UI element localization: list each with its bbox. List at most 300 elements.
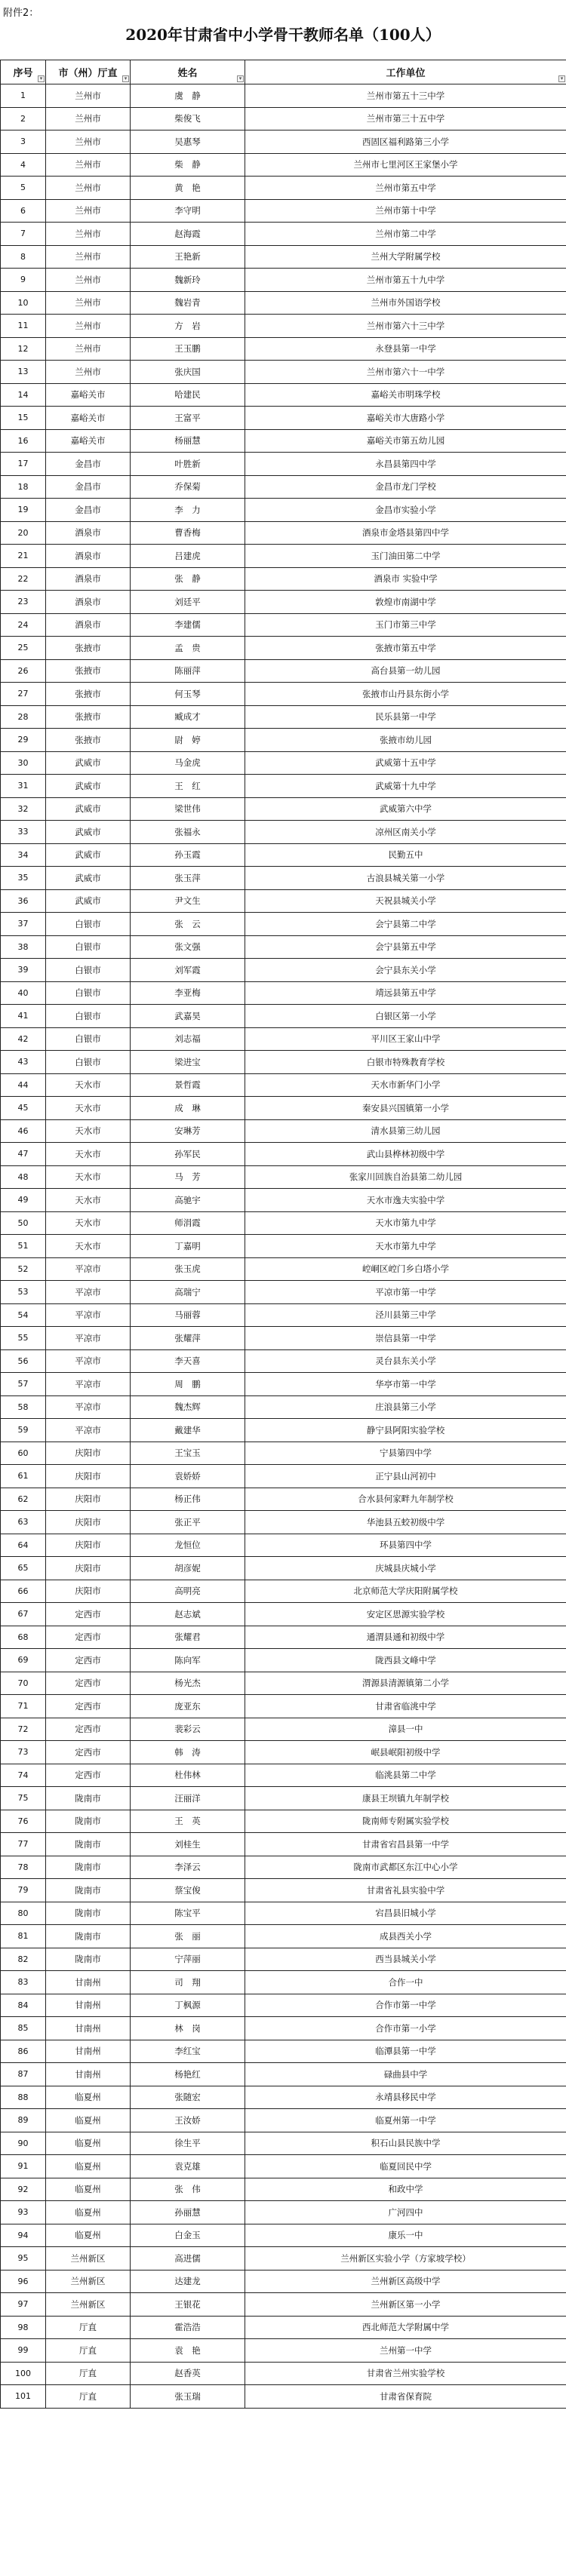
- cell-city: 兰州新区: [46, 2270, 131, 2293]
- cell-workplace: 民乐县第一中学: [245, 705, 566, 729]
- cell-city: 兰州市: [46, 245, 131, 269]
- cell-seq: 46: [1, 1119, 46, 1143]
- cell-city: 金昌市: [46, 499, 131, 522]
- table-row: [1, 245, 566, 269]
- table-row: [1, 935, 566, 959]
- cell-seq: 9: [1, 269, 46, 292]
- table-row: [1, 1856, 566, 1879]
- cell-seq: 12: [1, 337, 46, 361]
- cell-seq: 10: [1, 291, 46, 315]
- cell-seq: 87: [1, 2063, 46, 2086]
- cell-workplace: 玉门油田第二中学: [245, 545, 566, 568]
- cell-name: 达建龙: [131, 2270, 245, 2293]
- cell-city: 厅直: [46, 2316, 131, 2339]
- cell-name: 李 力: [131, 499, 245, 522]
- table-row: [1, 889, 566, 913]
- cell-workplace: 会宁县第五中学: [245, 935, 566, 959]
- cell-name: 曹香梅: [131, 521, 245, 545]
- cell-workplace: 武威第十五中学: [245, 751, 566, 775]
- cell-name: 刘桂生: [131, 1833, 245, 1856]
- table-row: [1, 2086, 566, 2109]
- cell-city: 天水市: [46, 1235, 131, 1258]
- cell-city: 定西市: [46, 1603, 131, 1626]
- table-row: [1, 2109, 566, 2132]
- cell-name: 袁娇娇: [131, 1465, 245, 1488]
- table-row: [1, 361, 566, 384]
- header-city[interactable]: 市（州）厅直 ▾: [46, 60, 131, 84]
- table-row: [1, 2017, 566, 2040]
- table-row: [1, 545, 566, 568]
- cell-seq: 51: [1, 1235, 46, 1258]
- cell-workplace: 临夏回民中学: [245, 2155, 566, 2178]
- cell-seq: 48: [1, 1165, 46, 1189]
- cell-city: 厅直: [46, 2339, 131, 2363]
- cell-name: 杨丽慧: [131, 429, 245, 453]
- cell-seq: 86: [1, 2040, 46, 2063]
- table-row: [1, 2040, 566, 2063]
- cell-seq: 34: [1, 843, 46, 867]
- cell-name: 霍浩浩: [131, 2316, 245, 2339]
- cell-workplace: 华池县五蛟初级中学: [245, 1511, 566, 1534]
- cell-name: 林 岗: [131, 2017, 245, 2040]
- cell-workplace: 崆峒区崆门乡白塔小学: [245, 1257, 566, 1281]
- cell-seq: 52: [1, 1257, 46, 1281]
- cell-city: 陇南市: [46, 1833, 131, 1856]
- cell-seq: 76: [1, 1810, 46, 1833]
- cell-city: 酒泉市: [46, 567, 131, 591]
- cell-workplace: 白银区第一小学: [245, 1005, 566, 1028]
- table-row: [1, 867, 566, 890]
- cell-name: 王 英: [131, 1810, 245, 1833]
- cell-city: 甘南州: [46, 2017, 131, 2040]
- cell-workplace: 金昌市实验小学: [245, 499, 566, 522]
- table-row: [1, 1925, 566, 1948]
- table-row: [1, 1557, 566, 1580]
- table-row: [1, 1373, 566, 1396]
- cell-name: 周 鹏: [131, 1373, 245, 1396]
- table-row: [1, 315, 566, 338]
- cell-name: 袁克雄: [131, 2155, 245, 2178]
- table-row: [1, 1349, 566, 1373]
- table-row: [1, 84, 566, 108]
- table-row: [1, 637, 566, 660]
- cell-seq: 17: [1, 453, 46, 476]
- cell-workplace: 临潭县第一中学: [245, 2040, 566, 2063]
- cell-workplace: 甘肃省保育院: [245, 2385, 566, 2409]
- cell-seq: 21: [1, 545, 46, 568]
- cell-workplace: 北京师范大学庆阳附属学校: [245, 1580, 566, 1603]
- table-row: [1, 1211, 566, 1235]
- cell-seq: 75: [1, 1787, 46, 1810]
- cell-workplace: 正宁县山河初中: [245, 1465, 566, 1488]
- cell-seq: 14: [1, 383, 46, 407]
- cell-name: 高瑞宁: [131, 1281, 245, 1304]
- cell-name: 叶胜新: [131, 453, 245, 476]
- cell-workplace: 陇南市武都区东江中心小学: [245, 1856, 566, 1879]
- cell-workplace: 张家川回族自治县第二幼儿园: [245, 1165, 566, 1189]
- cell-workplace: 白银市特殊教育学校: [245, 1051, 566, 1074]
- cell-workplace: 靖远县第五中学: [245, 981, 566, 1005]
- cell-seq: 60: [1, 1442, 46, 1465]
- cell-name: 张文强: [131, 935, 245, 959]
- cell-city: 兰州市: [46, 153, 131, 177]
- table-row: [1, 1810, 566, 1833]
- cell-name: 袁 艳: [131, 2339, 245, 2363]
- table-row: [1, 959, 566, 982]
- cell-city: 定西市: [46, 1741, 131, 1764]
- table-row: [1, 567, 566, 591]
- cell-name: 张 伟: [131, 2178, 245, 2201]
- cell-seq: 26: [1, 659, 46, 683]
- cell-workplace: 甘肃省礼县实验中学: [245, 1879, 566, 1902]
- table-row: [1, 1051, 566, 1074]
- cell-workplace: 兰州市第五十三中学: [245, 84, 566, 108]
- cell-name: 李建儒: [131, 613, 245, 637]
- cell-workplace: 碌曲县中学: [245, 2063, 566, 2086]
- table-header-row: [1, 60, 566, 84]
- cell-seq: 23: [1, 591, 46, 614]
- table-row: [1, 1165, 566, 1189]
- cell-city: 定西市: [46, 1695, 131, 1718]
- cell-name: 王汝娇: [131, 2109, 245, 2132]
- cell-name: 孙丽慧: [131, 2201, 245, 2224]
- cell-name: 孙玉霞: [131, 843, 245, 867]
- filter-dropdown-icon[interactable]: ▾: [237, 75, 244, 82]
- filter-dropdown-icon[interactable]: ▾: [38, 75, 45, 82]
- cell-name: 张庆国: [131, 361, 245, 384]
- cell-name: 丁嘉明: [131, 1235, 245, 1258]
- cell-seq: 58: [1, 1395, 46, 1419]
- cell-name: 陈宝平: [131, 1902, 245, 1925]
- cell-city: 平凉市: [46, 1395, 131, 1419]
- table-row: [1, 1189, 566, 1212]
- cell-workplace: 兰州新区高级中学: [245, 2270, 566, 2293]
- table-row: [1, 1603, 566, 1626]
- cell-seq: 91: [1, 2155, 46, 2178]
- table-row: [1, 1534, 566, 1557]
- cell-name: 吴惠琴: [131, 130, 245, 154]
- cell-city: 酒泉市: [46, 613, 131, 637]
- cell-seq: 73: [1, 1741, 46, 1764]
- cell-workplace: 成县西关小学: [245, 1925, 566, 1948]
- cell-workplace: 兰州第一中学: [245, 2339, 566, 2363]
- table-row: [1, 2293, 566, 2317]
- cell-city: 临夏州: [46, 2178, 131, 2201]
- cell-seq: 93: [1, 2201, 46, 2224]
- cell-name: 何玉琴: [131, 683, 245, 706]
- cell-workplace: 西当县城关小学: [245, 1948, 566, 1971]
- cell-city: 兰州市: [46, 223, 131, 246]
- cell-seq: 71: [1, 1695, 46, 1718]
- cell-name: 马金虎: [131, 751, 245, 775]
- table-row: [1, 2362, 566, 2385]
- cell-seq: 22: [1, 567, 46, 591]
- cell-seq: 63: [1, 1511, 46, 1534]
- cell-name: 张耀君: [131, 1626, 245, 1649]
- cell-seq: 85: [1, 2017, 46, 2040]
- table-row: [1, 521, 566, 545]
- cell-name: 成 琳: [131, 1097, 245, 1120]
- cell-seq: 13: [1, 361, 46, 384]
- table-row: [1, 683, 566, 706]
- cell-seq: 4: [1, 153, 46, 177]
- cell-workplace: 会宁县东关小学: [245, 959, 566, 982]
- table-row: [1, 199, 566, 223]
- cell-seq: 18: [1, 475, 46, 499]
- table-row: [1, 1626, 566, 1649]
- cell-workplace: 兰州新区实验小学（方家坡学校）: [245, 2247, 566, 2271]
- cell-name: 司 翔: [131, 1971, 245, 1994]
- table-row: [1, 659, 566, 683]
- table-row: [1, 177, 566, 200]
- cell-name: 虞 静: [131, 84, 245, 108]
- cell-city: 兰州市: [46, 177, 131, 200]
- cell-seq: 54: [1, 1303, 46, 1327]
- cell-city: 平凉市: [46, 1281, 131, 1304]
- cell-workplace: 康乐一中: [245, 2224, 566, 2247]
- table-row: [1, 1281, 566, 1304]
- cell-name: 白金玉: [131, 2224, 245, 2247]
- table-row: [1, 1649, 566, 1672]
- cell-city: 武威市: [46, 775, 131, 798]
- cell-workplace: 合作一中: [245, 1971, 566, 1994]
- cell-name: 尹文生: [131, 889, 245, 913]
- cell-workplace: 兰州市第五十九中学: [245, 269, 566, 292]
- cell-workplace: 和政中学: [245, 2178, 566, 2201]
- cell-workplace: 张掖市第五中学: [245, 637, 566, 660]
- cell-city: 张掖市: [46, 659, 131, 683]
- cell-workplace: 泾川县第三中学: [245, 1303, 566, 1327]
- cell-name: 蔡宝俊: [131, 1879, 245, 1902]
- cell-seq: 88: [1, 2086, 46, 2109]
- cell-workplace: 宕昌县旧城小学: [245, 1902, 566, 1925]
- cell-city: 定西市: [46, 1649, 131, 1672]
- cell-seq: 44: [1, 1073, 46, 1097]
- cell-workplace: 西固区福利路第三小学: [245, 130, 566, 154]
- cell-name: 汪丽洋: [131, 1787, 245, 1810]
- table-row: [1, 1143, 566, 1166]
- cell-city: 张掖市: [46, 705, 131, 729]
- cell-city: 厅直: [46, 2362, 131, 2385]
- cell-workplace: 会宁县第二中学: [245, 913, 566, 936]
- cell-workplace: 临夏州第一中学: [245, 2109, 566, 2132]
- table-row: [1, 1787, 566, 1810]
- cell-seq: 78: [1, 1856, 46, 1879]
- cell-city: 兰州市: [46, 269, 131, 292]
- cell-seq: 64: [1, 1534, 46, 1557]
- table-row: [1, 1395, 566, 1419]
- cell-seq: 79: [1, 1879, 46, 1902]
- cell-workplace: 平凉市第一中学: [245, 1281, 566, 1304]
- cell-city: 武威市: [46, 821, 131, 844]
- table-row: [1, 2316, 566, 2339]
- cell-name: 马丽蓉: [131, 1303, 245, 1327]
- cell-workplace: 凉州区南关小学: [245, 821, 566, 844]
- cell-workplace: 合水县何家畔九年制学校: [245, 1488, 566, 1511]
- cell-city: 兰州新区: [46, 2293, 131, 2317]
- cell-name: 李亚梅: [131, 981, 245, 1005]
- table-row: [1, 223, 566, 246]
- cell-city: 陇南市: [46, 1787, 131, 1810]
- cell-workplace: 兰州新区第一小学: [245, 2293, 566, 2317]
- cell-workplace: 秦安县兴国镇第一小学: [245, 1097, 566, 1120]
- cell-city: 临夏州: [46, 2086, 131, 2109]
- cell-city: 嘉峪关市: [46, 407, 131, 430]
- cell-name: 丁枫源: [131, 1994, 245, 2017]
- cell-city: 天水市: [46, 1211, 131, 1235]
- cell-city: 天水市: [46, 1119, 131, 1143]
- cell-name: 赵海霞: [131, 223, 245, 246]
- cell-seq: 97: [1, 2293, 46, 2317]
- cell-workplace: 康县王坝镇九年制学校: [245, 1787, 566, 1810]
- cell-workplace: 合作市第一中学: [245, 1994, 566, 2017]
- cell-seq: 19: [1, 499, 46, 522]
- table-row: [1, 1971, 566, 1994]
- cell-name: 张 丽: [131, 1925, 245, 1948]
- cell-workplace: 酒泉市 实验中学: [245, 567, 566, 591]
- cell-seq: 28: [1, 705, 46, 729]
- cell-workplace: 武山县桦林初级中学: [245, 1143, 566, 1166]
- cell-seq: 25: [1, 637, 46, 660]
- cell-city: 兰州市: [46, 107, 131, 130]
- cell-name: 陈丽萍: [131, 659, 245, 683]
- cell-seq: 56: [1, 1349, 46, 1373]
- cell-workplace: 崇信县第一中学: [245, 1327, 566, 1350]
- cell-city: 定西市: [46, 1764, 131, 1787]
- table-row: [1, 1902, 566, 1925]
- cell-workplace: 永靖县移民中学: [245, 2086, 566, 2109]
- cell-name: 宁萍丽: [131, 1948, 245, 1971]
- cell-workplace: 天水市第九中学: [245, 1235, 566, 1258]
- cell-city: 甘南州: [46, 1994, 131, 2017]
- cell-city: 嘉峪关市: [46, 383, 131, 407]
- cell-workplace: 永登县第一中学: [245, 337, 566, 361]
- cell-city: 天水市: [46, 1097, 131, 1120]
- cell-workplace: 武威第十九中学: [245, 775, 566, 798]
- cell-seq: 89: [1, 2109, 46, 2132]
- cell-name: 师涓霞: [131, 1211, 245, 1235]
- cell-seq: 6: [1, 199, 46, 223]
- cell-name: 李泽云: [131, 1856, 245, 1879]
- cell-city: 平凉市: [46, 1349, 131, 1373]
- cell-workplace: 岷县岷阳初级中学: [245, 1741, 566, 1764]
- cell-city: 庆阳市: [46, 1557, 131, 1580]
- cell-workplace: 安定区思源实验学校: [245, 1603, 566, 1626]
- table-row: [1, 2385, 566, 2409]
- filter-dropdown-icon[interactable]: ▾: [122, 75, 129, 82]
- cell-seq: 2: [1, 107, 46, 130]
- cell-workplace: 兰州大学附属学校: [245, 245, 566, 269]
- cell-seq: 39: [1, 959, 46, 982]
- cell-name: 徐生平: [131, 2132, 245, 2155]
- cell-city: 陇南市: [46, 1925, 131, 1948]
- cell-city: 金昌市: [46, 475, 131, 499]
- cell-name: 张随宏: [131, 2086, 245, 2109]
- table-row: [1, 1741, 566, 1764]
- header-workplace[interactable]: 工作单位 ▾: [245, 60, 566, 84]
- cell-workplace: 兰州市第六十三中学: [245, 315, 566, 338]
- cell-seq: 68: [1, 1626, 46, 1649]
- cell-name: 张玉虎: [131, 1257, 245, 1281]
- cell-workplace: 清水县第三幼儿园: [245, 1119, 566, 1143]
- cell-name: 臧成才: [131, 705, 245, 729]
- cell-seq: 92: [1, 2178, 46, 2201]
- cell-seq: 3: [1, 130, 46, 154]
- cell-workplace: 宁县第四中学: [245, 1442, 566, 1465]
- table-row: [1, 1948, 566, 1971]
- cell-workplace: 张掖市山丹县东街小学: [245, 683, 566, 706]
- cell-workplace: 民勤五中: [245, 843, 566, 867]
- cell-workplace: 陇南师专附属实验学校: [245, 1810, 566, 1833]
- cell-seq: 67: [1, 1603, 46, 1626]
- cell-name: 王艳新: [131, 245, 245, 269]
- table-row: [1, 1327, 566, 1350]
- cell-seq: 61: [1, 1465, 46, 1488]
- table-row: [1, 1672, 566, 1695]
- cell-city: 白银市: [46, 935, 131, 959]
- table-row: [1, 1073, 566, 1097]
- table-row: [1, 2339, 566, 2363]
- cell-seq: 43: [1, 1051, 46, 1074]
- cell-city: 庆阳市: [46, 1465, 131, 1488]
- cell-name: 刘廷平: [131, 591, 245, 614]
- table-row: [1, 705, 566, 729]
- cell-workplace: 兰州市七里河区王家堡小学: [245, 153, 566, 177]
- table-row: [1, 337, 566, 361]
- cell-seq: 47: [1, 1143, 46, 1166]
- cell-workplace: 嘉峪关市大唐路小学: [245, 407, 566, 430]
- cell-seq: 62: [1, 1488, 46, 1511]
- cell-seq: 94: [1, 2224, 46, 2247]
- table-row: [1, 1235, 566, 1258]
- cell-seq: 35: [1, 867, 46, 890]
- table-row: [1, 1005, 566, 1028]
- cell-workplace: 兰州市第五中学: [245, 177, 566, 200]
- header-seq[interactable]: 序号 ▾: [1, 60, 46, 84]
- cell-seq: 49: [1, 1189, 46, 1212]
- table-row: [1, 2224, 566, 2247]
- filter-dropdown-icon[interactable]: ▾: [558, 75, 565, 82]
- table-row: [1, 613, 566, 637]
- cell-seq: 1: [1, 84, 46, 108]
- table-row: [1, 591, 566, 614]
- header-name[interactable]: 姓名 ▾: [131, 60, 245, 84]
- cell-city: 陇南市: [46, 1902, 131, 1925]
- cell-city: 平凉市: [46, 1373, 131, 1396]
- cell-name: 尉 婷: [131, 729, 245, 752]
- cell-seq: 100: [1, 2362, 46, 2385]
- table-row: [1, 1994, 566, 2017]
- cell-seq: 24: [1, 613, 46, 637]
- cell-seq: 41: [1, 1005, 46, 1028]
- cell-city: 庆阳市: [46, 1534, 131, 1557]
- table-row: [1, 1695, 566, 1718]
- table-row: [1, 429, 566, 453]
- cell-seq: 36: [1, 889, 46, 913]
- cell-city: 张掖市: [46, 683, 131, 706]
- cell-name: 杜伟林: [131, 1764, 245, 1787]
- cell-seq: 15: [1, 407, 46, 430]
- cell-city: 兰州新区: [46, 2247, 131, 2271]
- cell-city: 张掖市: [46, 729, 131, 752]
- cell-name: 裴彩云: [131, 1718, 245, 1741]
- cell-name: 王玉鹏: [131, 337, 245, 361]
- cell-name: 王 红: [131, 775, 245, 798]
- cell-name: 柴 静: [131, 153, 245, 177]
- table-row: [1, 1718, 566, 1741]
- cell-seq: 59: [1, 1419, 46, 1442]
- cell-city: 武威市: [46, 867, 131, 890]
